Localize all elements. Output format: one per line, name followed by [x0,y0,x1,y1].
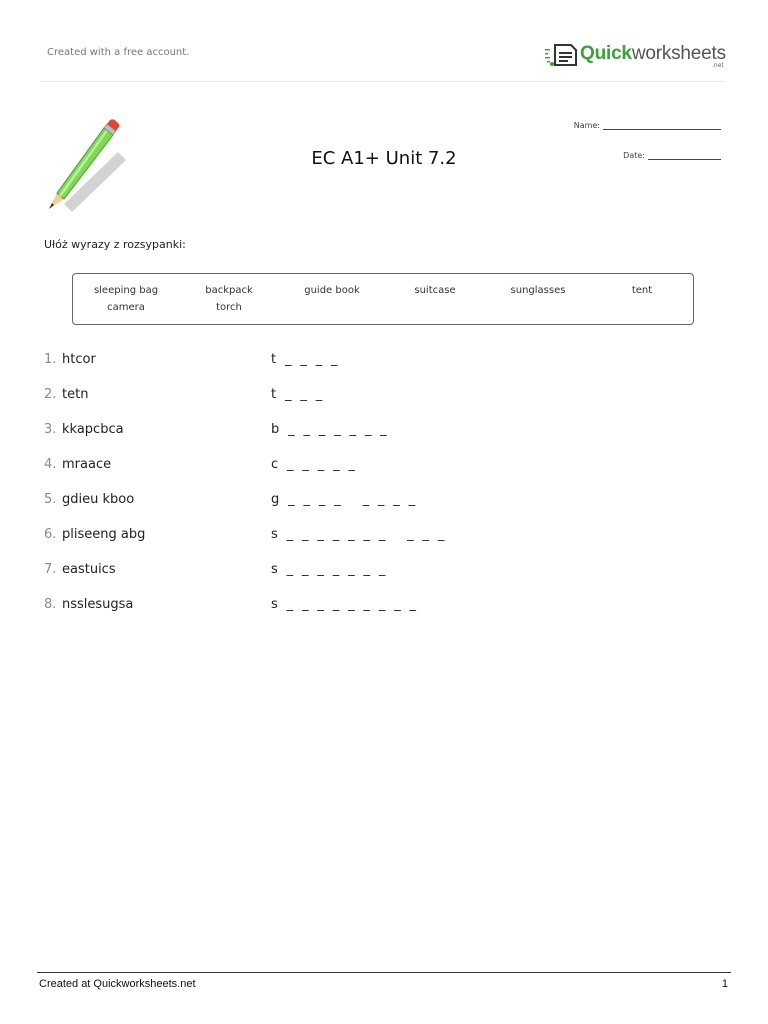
scrambled-word: htcor [62,352,96,367]
date-blank-line[interactable] [648,151,721,160]
word-bank-item: torch [216,302,242,313]
name-blank-line[interactable] [603,121,721,130]
exercise-number: 8. [44,597,57,612]
page-number: 1 [721,978,728,990]
scrambled-word: eastuics [62,562,116,577]
answer-blanks[interactable]: t _ _ _ _ [271,352,338,367]
worksheet-logo-icon [545,43,579,67]
word-bank-item: tent [631,285,653,296]
word-bank-item: sleeping bag [93,285,159,296]
worksheet-title: EC A1+ Unit 7.2 [311,148,457,169]
exercise-item [0,387,768,422]
exercise-item [0,562,768,597]
scrambled-word: kkapcbca [62,422,124,437]
exercise-number: 5. [44,492,57,507]
exercise-item [0,352,768,387]
word-bank-item: guide book [304,285,360,296]
quickworksheets-logo[interactable] [545,40,725,70]
exercise-item [0,422,768,457]
brand-tld: .net [712,62,724,69]
instruction-text: Ułóż wyrazy z rozsypanki: [44,238,186,251]
answer-blanks[interactable]: b _ _ _ _ _ _ _ [271,422,388,437]
answer-blanks[interactable]: c _ _ _ _ _ [271,457,356,472]
header-divider [40,81,725,82]
footer-divider [37,972,731,973]
exercise-list [0,352,768,632]
date-field[interactable] [623,151,721,160]
scrambled-word: gdieu kboo [62,492,135,507]
exercise-number: 6. [44,527,57,542]
exercise-item [0,457,768,492]
date-label: Date: [623,151,645,160]
exercise-number: 7. [44,562,57,577]
exercise-number: 3. [44,422,57,437]
exercise-number: 1. [44,352,57,367]
word-bank-item: backpack [205,285,253,296]
exercise-item [0,492,768,527]
answer-blanks[interactable]: s _ _ _ _ _ _ _ _ _ _ [271,527,445,542]
scrambled-word: nsslesugsa [62,597,134,612]
free-account-note: Created with a free account. [47,47,190,58]
exercise-number: 4. [44,457,57,472]
footer-credit: Created at Quickworksheets.net [39,978,196,990]
answer-blanks[interactable]: s _ _ _ _ _ _ _ [271,562,386,577]
answer-blanks[interactable]: g _ _ _ _ _ _ _ _ [271,492,416,507]
scrambled-word: mraace [62,457,112,472]
brand-name-rest: worksheets [631,43,726,64]
scrambled-word: pliseeng abg [62,527,146,542]
scrambled-word: tetn [62,387,89,402]
name-field[interactable] [574,121,721,130]
word-bank-item: suitcase [414,285,456,296]
exercise-item [0,597,768,632]
brand-name-quick: Quick [580,43,632,64]
exercise-number: 2. [44,387,57,402]
exercise-item [0,527,768,562]
answer-blanks[interactable]: s _ _ _ _ _ _ _ _ _ [271,597,417,612]
word-bank [72,273,694,325]
brand-name [580,43,726,65]
word-bank-item: camera [107,302,145,313]
word-bank-item: sunglasses [510,285,566,296]
answer-blanks[interactable]: t _ _ _ [271,387,323,402]
name-label: Name: [573,121,600,130]
